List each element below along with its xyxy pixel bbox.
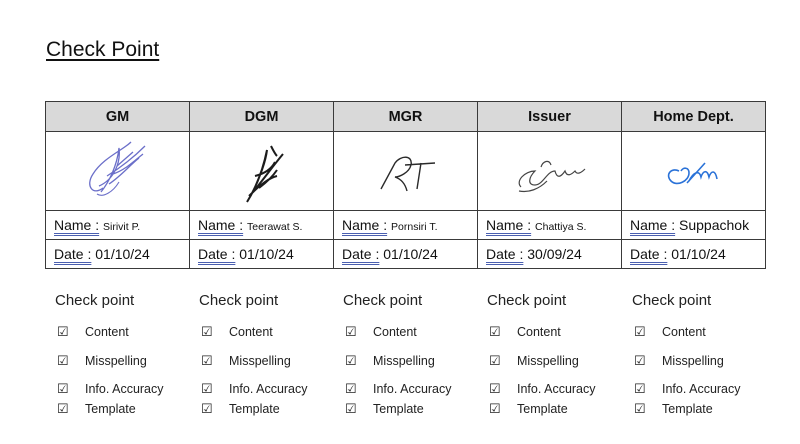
header-mgr: MGR — [334, 102, 478, 132]
name-cell-issuer — [478, 211, 622, 240]
signature-cell-home-dept — [622, 132, 766, 211]
checkpoint-label: Misspelling — [85, 354, 147, 368]
name-cell-home-dept — [622, 211, 766, 240]
checkpoint-item-content[interactable] — [57, 324, 129, 340]
checked-box-icon[interactable]: ☑ — [57, 353, 69, 368]
checkpoint-item-template[interactable] — [489, 401, 568, 417]
checkpoint-label: Content — [229, 325, 273, 339]
checkpoint-label: Misspelling — [229, 354, 291, 368]
checkpoint-item-template[interactable] — [634, 401, 713, 417]
checkpoint-label: Misspelling — [517, 354, 579, 368]
checked-box-icon[interactable]: ☑ — [489, 353, 501, 368]
checkpoint-item-misspelling[interactable] — [57, 353, 147, 369]
name-value: Sirivit P. — [103, 221, 141, 233]
checkpoint-label: Content — [373, 325, 417, 339]
checkpoint-title: Check point — [199, 292, 279, 309]
date-cell-gm — [46, 240, 190, 269]
checkpoint-label: Template — [517, 402, 568, 416]
signature-dgm — [217, 136, 307, 206]
name-row — [46, 211, 766, 240]
date-label: Date : — [54, 246, 92, 262]
date-label: Date : — [630, 246, 668, 262]
checkpoint-label: Template — [229, 402, 280, 416]
date-row — [46, 240, 766, 269]
checked-box-icon[interactable]: ☑ — [634, 381, 646, 396]
header-dgm: DGM — [190, 102, 334, 132]
checked-box-icon[interactable]: ☑ — [201, 401, 213, 416]
checkpoint-item-info-accuracy[interactable] — [345, 381, 452, 397]
signature-issuer — [505, 141, 595, 201]
checked-box-icon[interactable]: ☑ — [57, 401, 69, 416]
date-cell-dgm — [190, 240, 334, 269]
checked-box-icon[interactable]: ☑ — [345, 353, 357, 368]
date-label: Date : — [198, 246, 236, 262]
checkpoint-item-info-accuracy[interactable] — [489, 381, 596, 397]
checkpoint-item-template[interactable] — [201, 401, 280, 417]
checkpoint-item-template[interactable] — [57, 401, 136, 417]
page-title: Check Point — [46, 38, 160, 61]
name-value: Suppachok — [679, 217, 750, 233]
checkpoint-label: Template — [373, 402, 424, 416]
checked-box-icon[interactable]: ☑ — [489, 381, 501, 396]
checkpoint-item-template[interactable] — [345, 401, 424, 417]
checkpoint-group-issuer — [487, 292, 627, 416]
date-value: 01/10/24 — [671, 246, 726, 262]
checkpoint-group-mgr — [343, 292, 483, 416]
checkpoint-item-info-accuracy[interactable] — [57, 381, 164, 397]
name-value: Teerawat S. — [247, 221, 303, 233]
checkpoint-label: Template — [662, 402, 713, 416]
checkpoint-label: Info. Accuracy — [662, 382, 741, 396]
signature-mgr — [361, 141, 451, 201]
signature-home-dept — [649, 141, 739, 201]
checkpoint-title: Check point — [632, 292, 712, 309]
checkpoint-item-misspelling[interactable] — [345, 353, 435, 369]
header-issuer: Issuer — [478, 102, 622, 132]
checkpoint-group-gm — [55, 292, 195, 416]
name-value: Pornsiri T. — [391, 221, 438, 233]
date-value: 01/10/24 — [239, 246, 294, 262]
name-label: Name : — [198, 217, 244, 233]
checked-box-icon[interactable]: ☑ — [634, 401, 646, 416]
checkpoint-item-content[interactable] — [201, 324, 273, 340]
signature-cell-dgm — [190, 132, 334, 211]
date-cell-issuer — [478, 240, 622, 269]
checkpoint-label: Info. Accuracy — [85, 382, 164, 396]
date-value: 01/10/24 — [95, 246, 150, 262]
checked-box-icon[interactable]: ☑ — [57, 324, 69, 339]
date-label: Date : — [342, 246, 380, 262]
checked-box-icon[interactable]: ☑ — [489, 401, 501, 416]
checkpoint-item-misspelling[interactable] — [634, 353, 724, 369]
checkpoint-label: Content — [85, 325, 129, 339]
approval-table — [45, 101, 766, 269]
checkpoint-label: Misspelling — [373, 354, 435, 368]
checkpoint-item-info-accuracy[interactable] — [634, 381, 741, 397]
checkpoint-label: Misspelling — [662, 354, 724, 368]
name-label: Name : — [486, 217, 532, 233]
checkpoint-item-content[interactable] — [489, 324, 561, 340]
date-label: Date : — [486, 246, 524, 262]
checkpoint-group-home-dept — [632, 292, 772, 416]
date-value: 30/09/24 — [527, 246, 582, 262]
signature-gm — [73, 136, 163, 206]
checkpoint-label: Info. Accuracy — [373, 382, 452, 396]
checkpoint-item-misspelling[interactable] — [489, 353, 579, 369]
name-cell-gm — [46, 211, 190, 240]
checkpoint-label: Info. Accuracy — [517, 382, 596, 396]
date-value: 01/10/24 — [383, 246, 438, 262]
checkpoint-label: Content — [662, 325, 706, 339]
checkpoint-group-dgm — [199, 292, 339, 416]
checkpoint-item-info-accuracy[interactable] — [201, 381, 308, 397]
signature-cell-gm — [46, 132, 190, 211]
signature-row — [46, 132, 766, 211]
checkpoint-item-content[interactable] — [634, 324, 706, 340]
checked-box-icon[interactable]: ☑ — [345, 381, 357, 396]
checkpoint-label: Template — [85, 402, 136, 416]
checkpoint-label: Content — [517, 325, 561, 339]
name-cell-mgr — [334, 211, 478, 240]
name-value: Chattiya S. — [535, 221, 587, 233]
checked-box-icon[interactable]: ☑ — [201, 381, 213, 396]
checked-box-icon[interactable]: ☑ — [201, 353, 213, 368]
name-label: Name : — [342, 217, 388, 233]
header-gm: GM — [46, 102, 190, 132]
name-label: Name : — [630, 217, 676, 233]
date-cell-mgr — [334, 240, 478, 269]
name-cell-dgm — [190, 211, 334, 240]
name-label: Name : — [54, 217, 100, 233]
checkpoint-title: Check point — [343, 292, 423, 309]
checked-box-icon[interactable]: ☑ — [201, 324, 213, 339]
signature-cell-issuer — [478, 132, 622, 211]
checked-box-icon[interactable]: ☑ — [345, 401, 357, 416]
checkpoint-item-content[interactable] — [345, 324, 417, 340]
checkpoint-title: Check point — [487, 292, 567, 309]
checkpoint-label: Info. Accuracy — [229, 382, 308, 396]
signature-cell-mgr — [334, 132, 478, 211]
checked-box-icon[interactable]: ☑ — [489, 324, 501, 339]
checkpoint-item-misspelling[interactable] — [201, 353, 291, 369]
checked-box-icon[interactable]: ☑ — [57, 381, 69, 396]
checked-box-icon[interactable]: ☑ — [634, 353, 646, 368]
checked-box-icon[interactable]: ☑ — [634, 324, 646, 339]
header-home-dept: Home Dept. — [622, 102, 766, 132]
header-row — [46, 102, 766, 132]
checked-box-icon[interactable]: ☑ — [345, 324, 357, 339]
date-cell-home-dept — [622, 240, 766, 269]
checkpoint-title: Check point — [55, 292, 135, 309]
